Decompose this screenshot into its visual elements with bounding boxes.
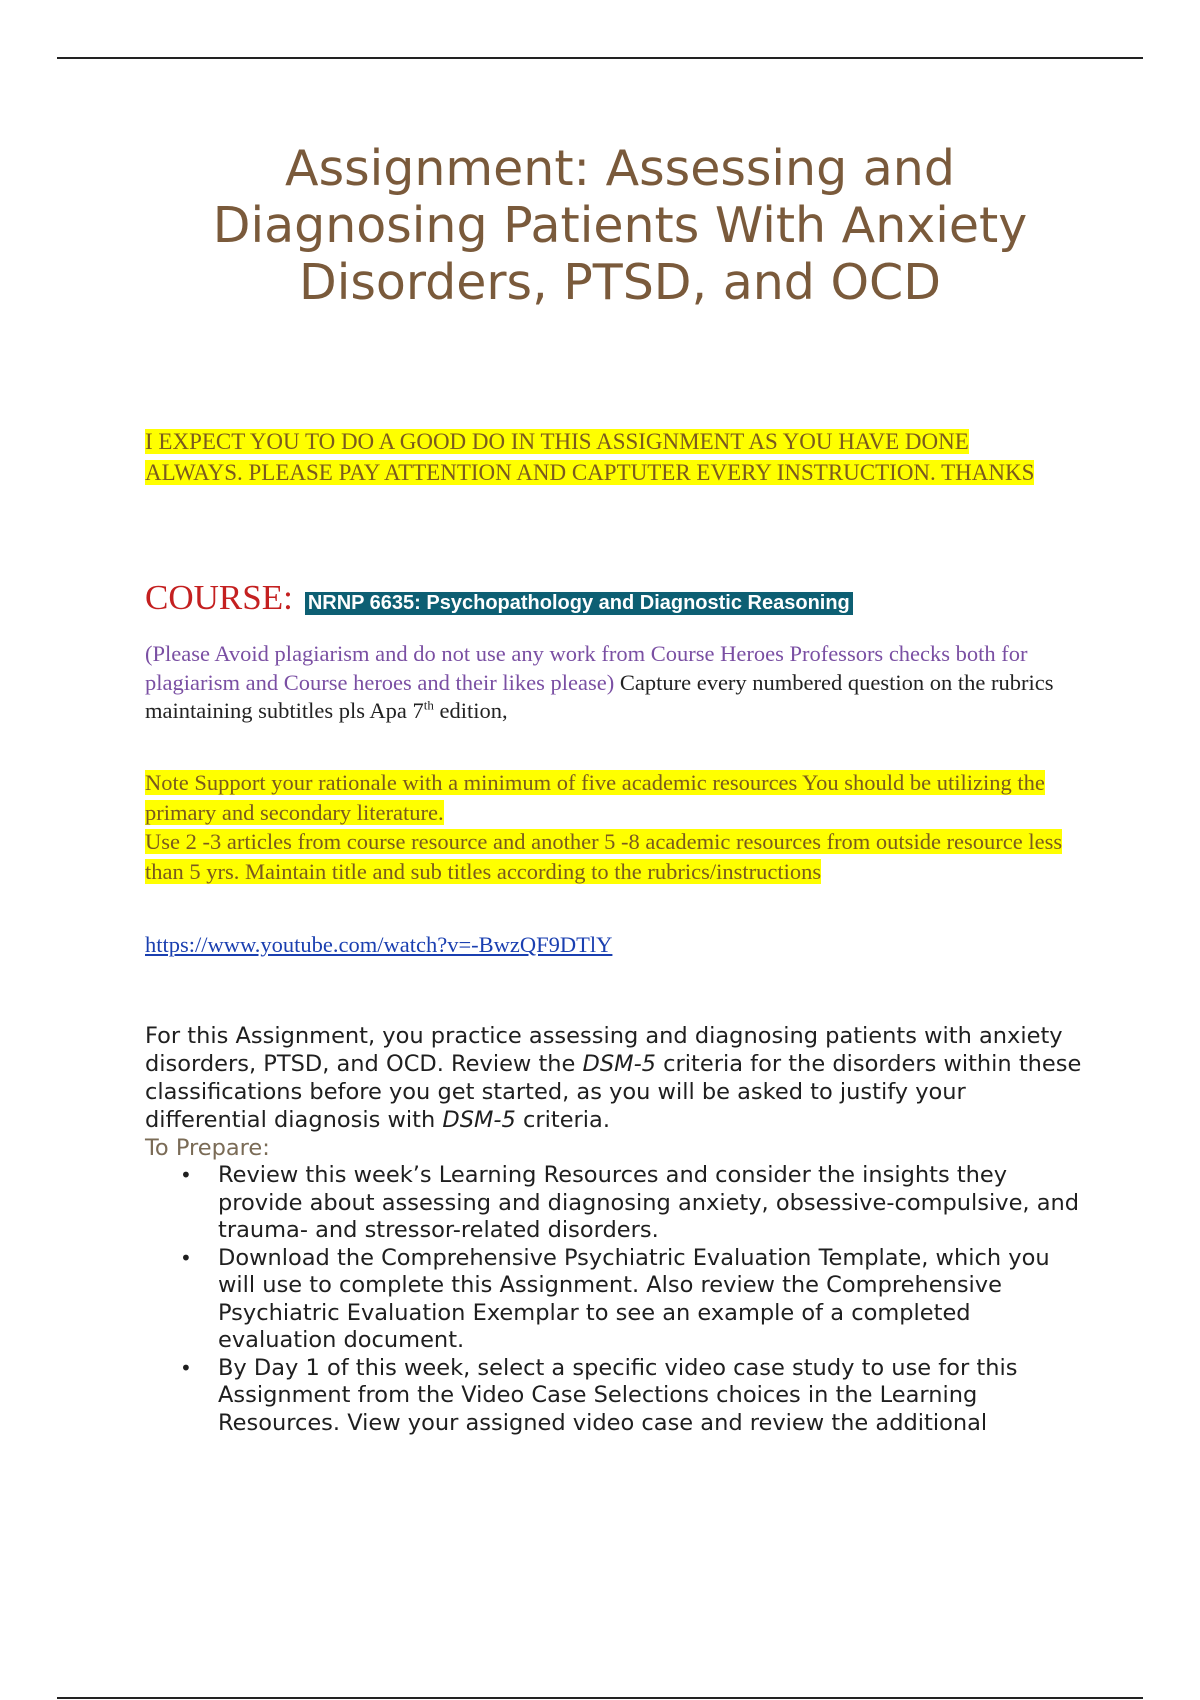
youtube-link[interactable]: https://www.youtube.com/watch?v=-BwzQF9DTlY [145,932,613,957]
note-line-2: Use 2 -3 articles from course resource and another 5 -8 academic resources from outside resource less than 5 yrs. Maintain title and sub titles according to the rubrics/instructions [145,829,1063,884]
intro-dsm-1: DSM-5 [582,1051,657,1077]
course-label: COURSE: [145,578,293,617]
prepare-list [145,1162,1085,1437]
intro-text-3: criteria. [515,1107,610,1133]
notes-block [145,768,1085,886]
top-rule [57,57,1143,59]
notice-text: I EXPECT YOU TO DO A GOOD DO IN THIS ASSIGNMENT AS YOU HAVE DONE ALWAYS. PLEASE PAY ATTENTION AND CAPTUTER EVERY INSTRUCTION. THANKS [145,429,1035,485]
intro-paragraph [145,1022,1085,1134]
bottom-rule [57,1697,1143,1699]
page-title: Assignment: Assessing and Diagnosing Patients With Anxiety Disorders, PTSD, and OCD [212,140,1028,311]
note-line-1: Note Support your rationale with a minimum of five academic resources You should be utilizing the primary and secondary literature. [145,770,1045,825]
bullet-icon: • [180,1355,192,1380]
intro-dsm-2: DSM-5 [442,1107,516,1133]
course-line [145,578,1105,618]
notice-paragraph [145,427,1045,488]
intro-text-1: For this Assignment, you practice assessing and diagnosing patients with anxiety disorders, PTSD, and OCD. Review the [145,1023,1063,1077]
to-prepare-heading: To Prepare: [145,1135,270,1161]
instructions-paragraph [145,640,1095,726]
instructions-tail: edition, [433,698,508,723]
bullet-icon: • [180,1245,192,1270]
list-item [180,1162,1085,1245]
list-item-text: Download the Comprehensive Psychiatric Evaluation Template, which you will use to complete this Assignment. Also review the Comprehensive Psychiatric Evaluation Exemplar to see an example of a completed evaluation document. [218,1244,1050,1353]
instructions-rest: Capture every numbered question on the rubrics maintaining subtitles pls Apa 7 [145,669,1054,723]
intro-text-2: criteria for the disorders within these classifications before you get started, as you will be asked to justify your differential diagnosis with [145,1051,1082,1133]
assignment-body [145,1022,1085,1437]
list-item [180,1244,1085,1355]
superscript-th: th [423,697,434,713]
list-item [180,1354,1085,1438]
plagiarism-warning: (Please Avoid plagiarism and do not use any work from Course Heroes Professors checks both for plagiarism and Course heroes and their likes please) [145,641,1028,695]
course-name: NRNP 6635: Psychopathology and Diagnostic Reasoning [305,592,853,615]
bullet-icon: • [180,1163,192,1187]
list-item-text: By Day 1 of this week, select a specific video case study to use for this Assignment from the Video Case Selections choices in the Learning Resources. View your assigned video case and review the additional [218,1354,1018,1436]
list-item-text: Review this week’s Learning Resources and consider the insights they provide about assessing and diagnosing anxiety, obsessive-compulsive, and trauma- and stressor-related disorders. [218,1162,1080,1243]
